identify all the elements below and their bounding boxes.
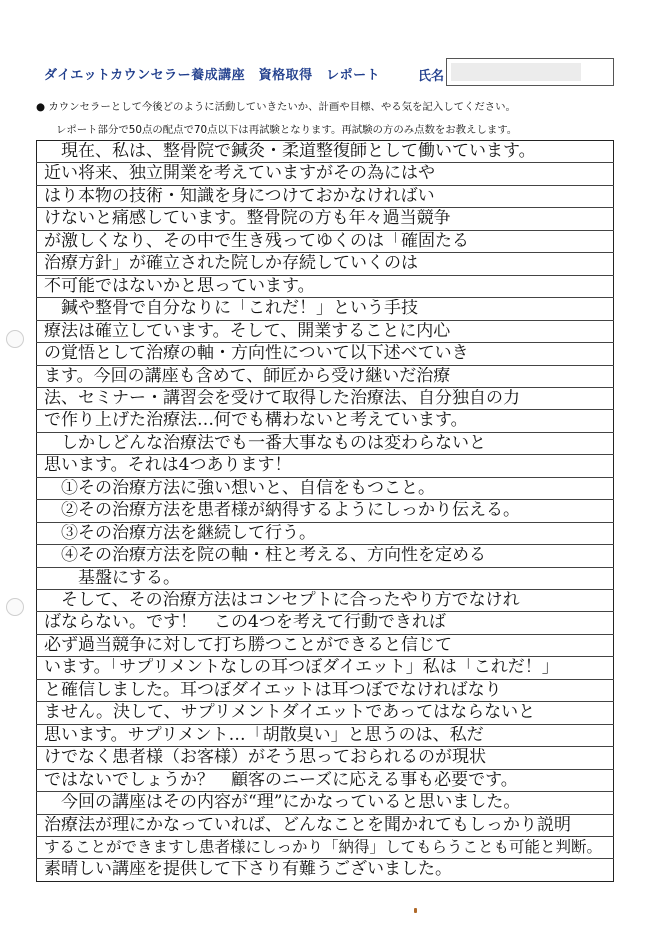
punch-hole xyxy=(6,330,24,348)
report-line: 必ず過当競争に対して打ち勝つことができると信じて xyxy=(44,635,452,655)
ruled-line xyxy=(36,252,614,253)
report-line: 基盤にする。 xyxy=(44,568,180,588)
report-line: ②その治療方法を患者様が納得するようにしっかり伝える。 xyxy=(44,501,520,521)
report-line: 療法は確立しています。そして、開業することに内心 xyxy=(44,321,451,341)
report-line: 現在、私は、整骨院で鍼灸・柔道整復師として働いています。 xyxy=(44,142,536,161)
report-line: することができますし患者様にしっかり「納得」してもらうことも可能と判断。 xyxy=(44,837,603,856)
report-line: の覚悟として治療の軸・方向性について以下述べていき xyxy=(44,344,469,364)
report-line: 法、セミナー・講習会を受けて取得した治療法、自分独自の力 xyxy=(44,388,520,408)
ruled-line xyxy=(36,387,614,388)
ruled-line xyxy=(36,858,614,859)
report-line: 思います。サプリメント…「胡散臭い」と思うのは、私だ xyxy=(44,725,484,745)
report-title: ダイエットカウンセラー養成講座 資格取得 レポート xyxy=(44,68,381,83)
report-line: そして、その治療方法はコンセプトに合ったやり方でなけれ xyxy=(44,591,520,610)
report-line: が激しくなり、その中で生き残ってゆくのは「確固たる xyxy=(44,231,469,251)
ruled-line xyxy=(36,589,614,590)
ruled-line xyxy=(36,814,614,815)
report-line: ④その治療方法を院の軸・柱と考える、方向性を定める xyxy=(44,546,486,566)
report-line: 素晴しい講座を提供して下さり有難うございました。 xyxy=(44,860,452,880)
name-redaction xyxy=(451,63,581,81)
ruled-line xyxy=(36,477,614,478)
report-line: はり本物の技術・知識を身につけておかなければい xyxy=(44,186,435,206)
report-line: ではないでしょうか？ 顧客のニーズに応える事も必要です。 xyxy=(44,770,518,790)
report-line: ③その治療方法を継続して行う。 xyxy=(44,523,316,543)
ruled-line xyxy=(36,454,614,455)
ruled-line xyxy=(36,207,614,208)
ruled-line xyxy=(36,409,614,410)
ruled-line xyxy=(36,230,614,231)
report-line: と確信しました。耳つぼダイエットは耳つぼでなければなり xyxy=(44,680,502,700)
ruled-line xyxy=(36,522,614,523)
report-line: 思います。それは4つあります！ xyxy=(44,456,292,476)
report-line: ません。決して、サプリメントダイエットであってはならないと xyxy=(44,703,536,723)
ruled-line xyxy=(36,567,614,568)
report-line: 鍼や整骨で自分なりに「これだ！」という手技 xyxy=(44,299,418,319)
ruled-line xyxy=(36,679,614,680)
report-line: います。「サプリメントなしの耳つぼダイエット」私は「これだ！」 xyxy=(44,658,559,678)
ruled-line xyxy=(36,162,614,163)
ruled-line xyxy=(36,320,614,321)
ruled-line xyxy=(36,432,614,433)
ruled-line xyxy=(36,365,614,366)
ruled-line xyxy=(36,611,614,612)
report-line: ます。今回の講座も含めて、師匠から受け継いだ治療 xyxy=(44,366,451,386)
ruled-line xyxy=(36,769,614,770)
report-line: で作り上げた治療法…何でも構わないと考えています。 xyxy=(44,411,468,431)
ruled-line xyxy=(36,342,614,343)
ruled-line xyxy=(36,836,614,837)
report-line: 不可能ではないかと思っています。 xyxy=(44,276,315,296)
report-line: しかしどんな治療法でも一番大事なものは変わらないと xyxy=(44,433,486,453)
report-line: ①その治療方法に強い想いと、自信をもつこと。 xyxy=(44,478,435,498)
ruled-line xyxy=(36,275,614,276)
ruled-line xyxy=(36,701,614,702)
report-line: 治療法が理にかなっていれば、どんなことを聞かれてもしっかり説明 xyxy=(44,815,571,835)
report-line: 近い将来、独立開業を考えていますがその為にはや xyxy=(44,164,435,184)
ruled-line xyxy=(36,544,614,545)
instruction-line-2: レポート部分で50点の配点で70点以下は再試験となります。再試験の方のみ点数をお教えします。 xyxy=(56,124,518,136)
ruled-line xyxy=(36,634,614,635)
ink-speck xyxy=(414,908,417,913)
ruled-line xyxy=(36,185,614,186)
ruled-line xyxy=(36,746,614,747)
ruled-line xyxy=(36,499,614,500)
report-line: けないと痛感しています。整骨院の方も年々過当競争 xyxy=(44,209,451,229)
report-line: けでなく患者様（お客様）がそう思っておられるのが現状 xyxy=(44,748,486,768)
punch-hole xyxy=(6,598,24,616)
name-label: 氏名 xyxy=(418,69,445,84)
ruled-line xyxy=(36,791,614,792)
report-line: 今回の講座はその内容が“理”にかなっていると思いました。 xyxy=(44,793,521,813)
report-line: ばならない。です！ この4つを考えて行動できれば xyxy=(44,613,446,633)
ruled-line xyxy=(36,656,614,657)
name-field xyxy=(446,58,614,86)
ruled-line xyxy=(36,724,614,725)
report-line: 治療方針」が確立された院しか存続していくのは xyxy=(44,254,418,274)
instruction-line-1: ● カウンセラーとして今後どのように活動していきたいか、計画や目標、やる気を記入してください。 xyxy=(36,101,516,113)
ruled-line xyxy=(36,297,614,298)
